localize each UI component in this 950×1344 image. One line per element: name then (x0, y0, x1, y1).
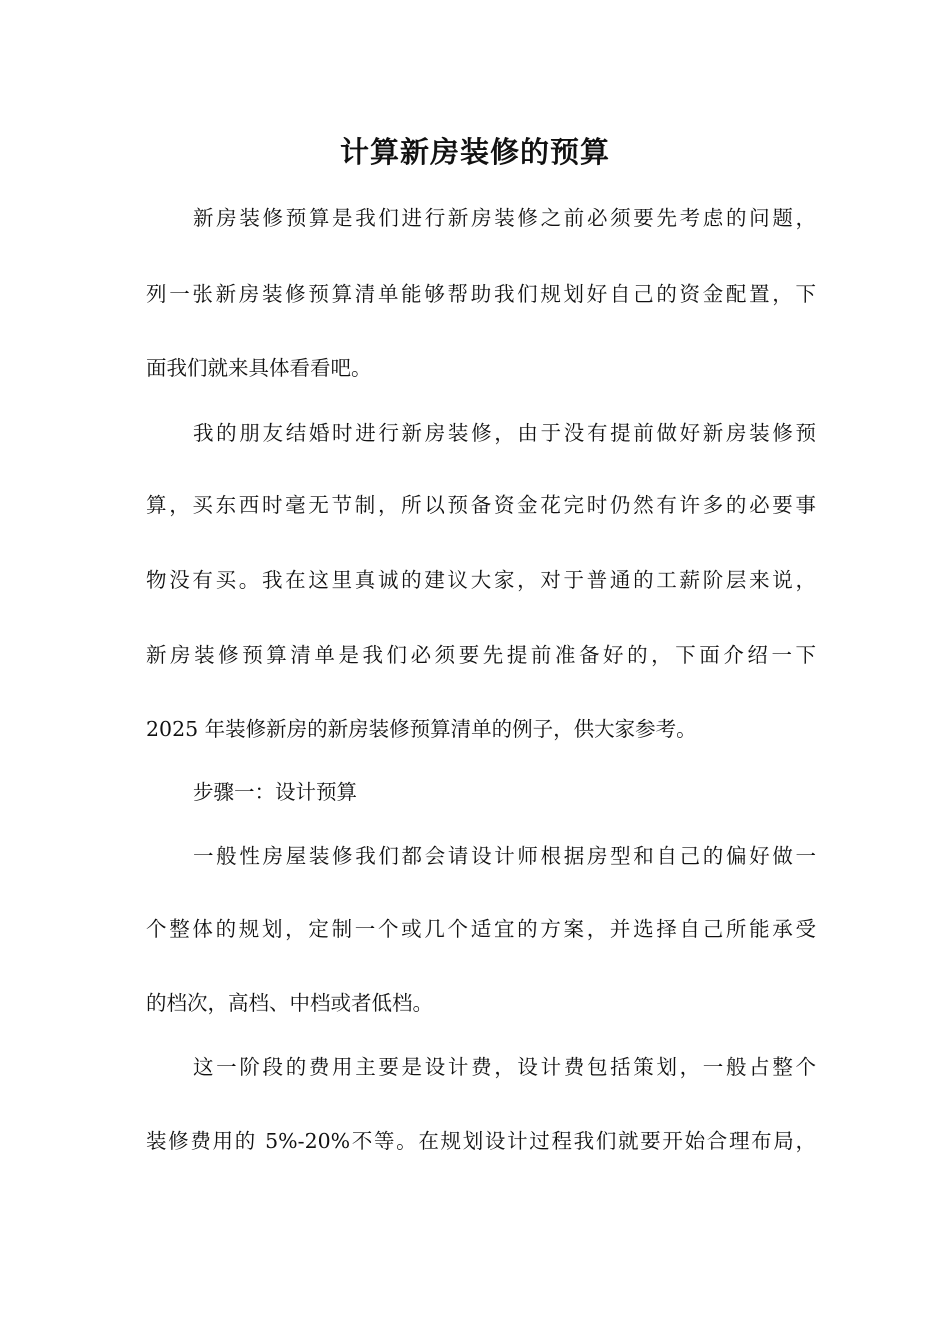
paragraph-line: 的档次，高档、中档或者低档。 (146, 991, 433, 1015)
paragraph-line: 个整体的规划，定制一个或几个适宜的方案，并选择自己所能承受 (146, 917, 816, 941)
paragraph-line: 物没有买。我在这里真诚的建议大家，对于普通的工薪阶层来说， (146, 568, 816, 592)
paragraph-line: 一般性房屋装修我们都会请设计师根据房型和自己的偏好做一 (193, 844, 816, 868)
paragraph-line: 装修费用的 5%-20%不等。在规划设计过程我们就要开始合理布局， (146, 1129, 816, 1153)
paragraph-line: 这一阶段的费用主要是设计费，设计费包括策划，一般占整个 (193, 1055, 816, 1079)
paragraph-line: 面我们就来具体看看吧。 (146, 356, 372, 380)
document-title: 计算新房装修的预算 (339, 135, 610, 169)
paragraph-line: 新房装修预算清单是我们必须要先提前准备好的，下面介绍一下 (146, 643, 816, 667)
paragraph-line: 算，买东西时毫无节制，所以预备资金花完时仍然有许多的必要事 (146, 493, 816, 517)
paragraph-line: 2025 年装修新房的新房装修预算清单的例子，供大家参考。 (146, 717, 697, 741)
paragraph-line: 新房装修预算是我们进行新房装修之前必须要先考虑的问题， (193, 206, 816, 230)
step-heading: 步骤一：设计预算 (193, 780, 357, 804)
paragraph-line: 我的朋友结婚时进行新房装修，由于没有提前做好新房装修预 (193, 421, 816, 445)
paragraph-line: 列一张新房装修预算清单能够帮助我们规划好自己的资金配置，下 (146, 282, 816, 306)
